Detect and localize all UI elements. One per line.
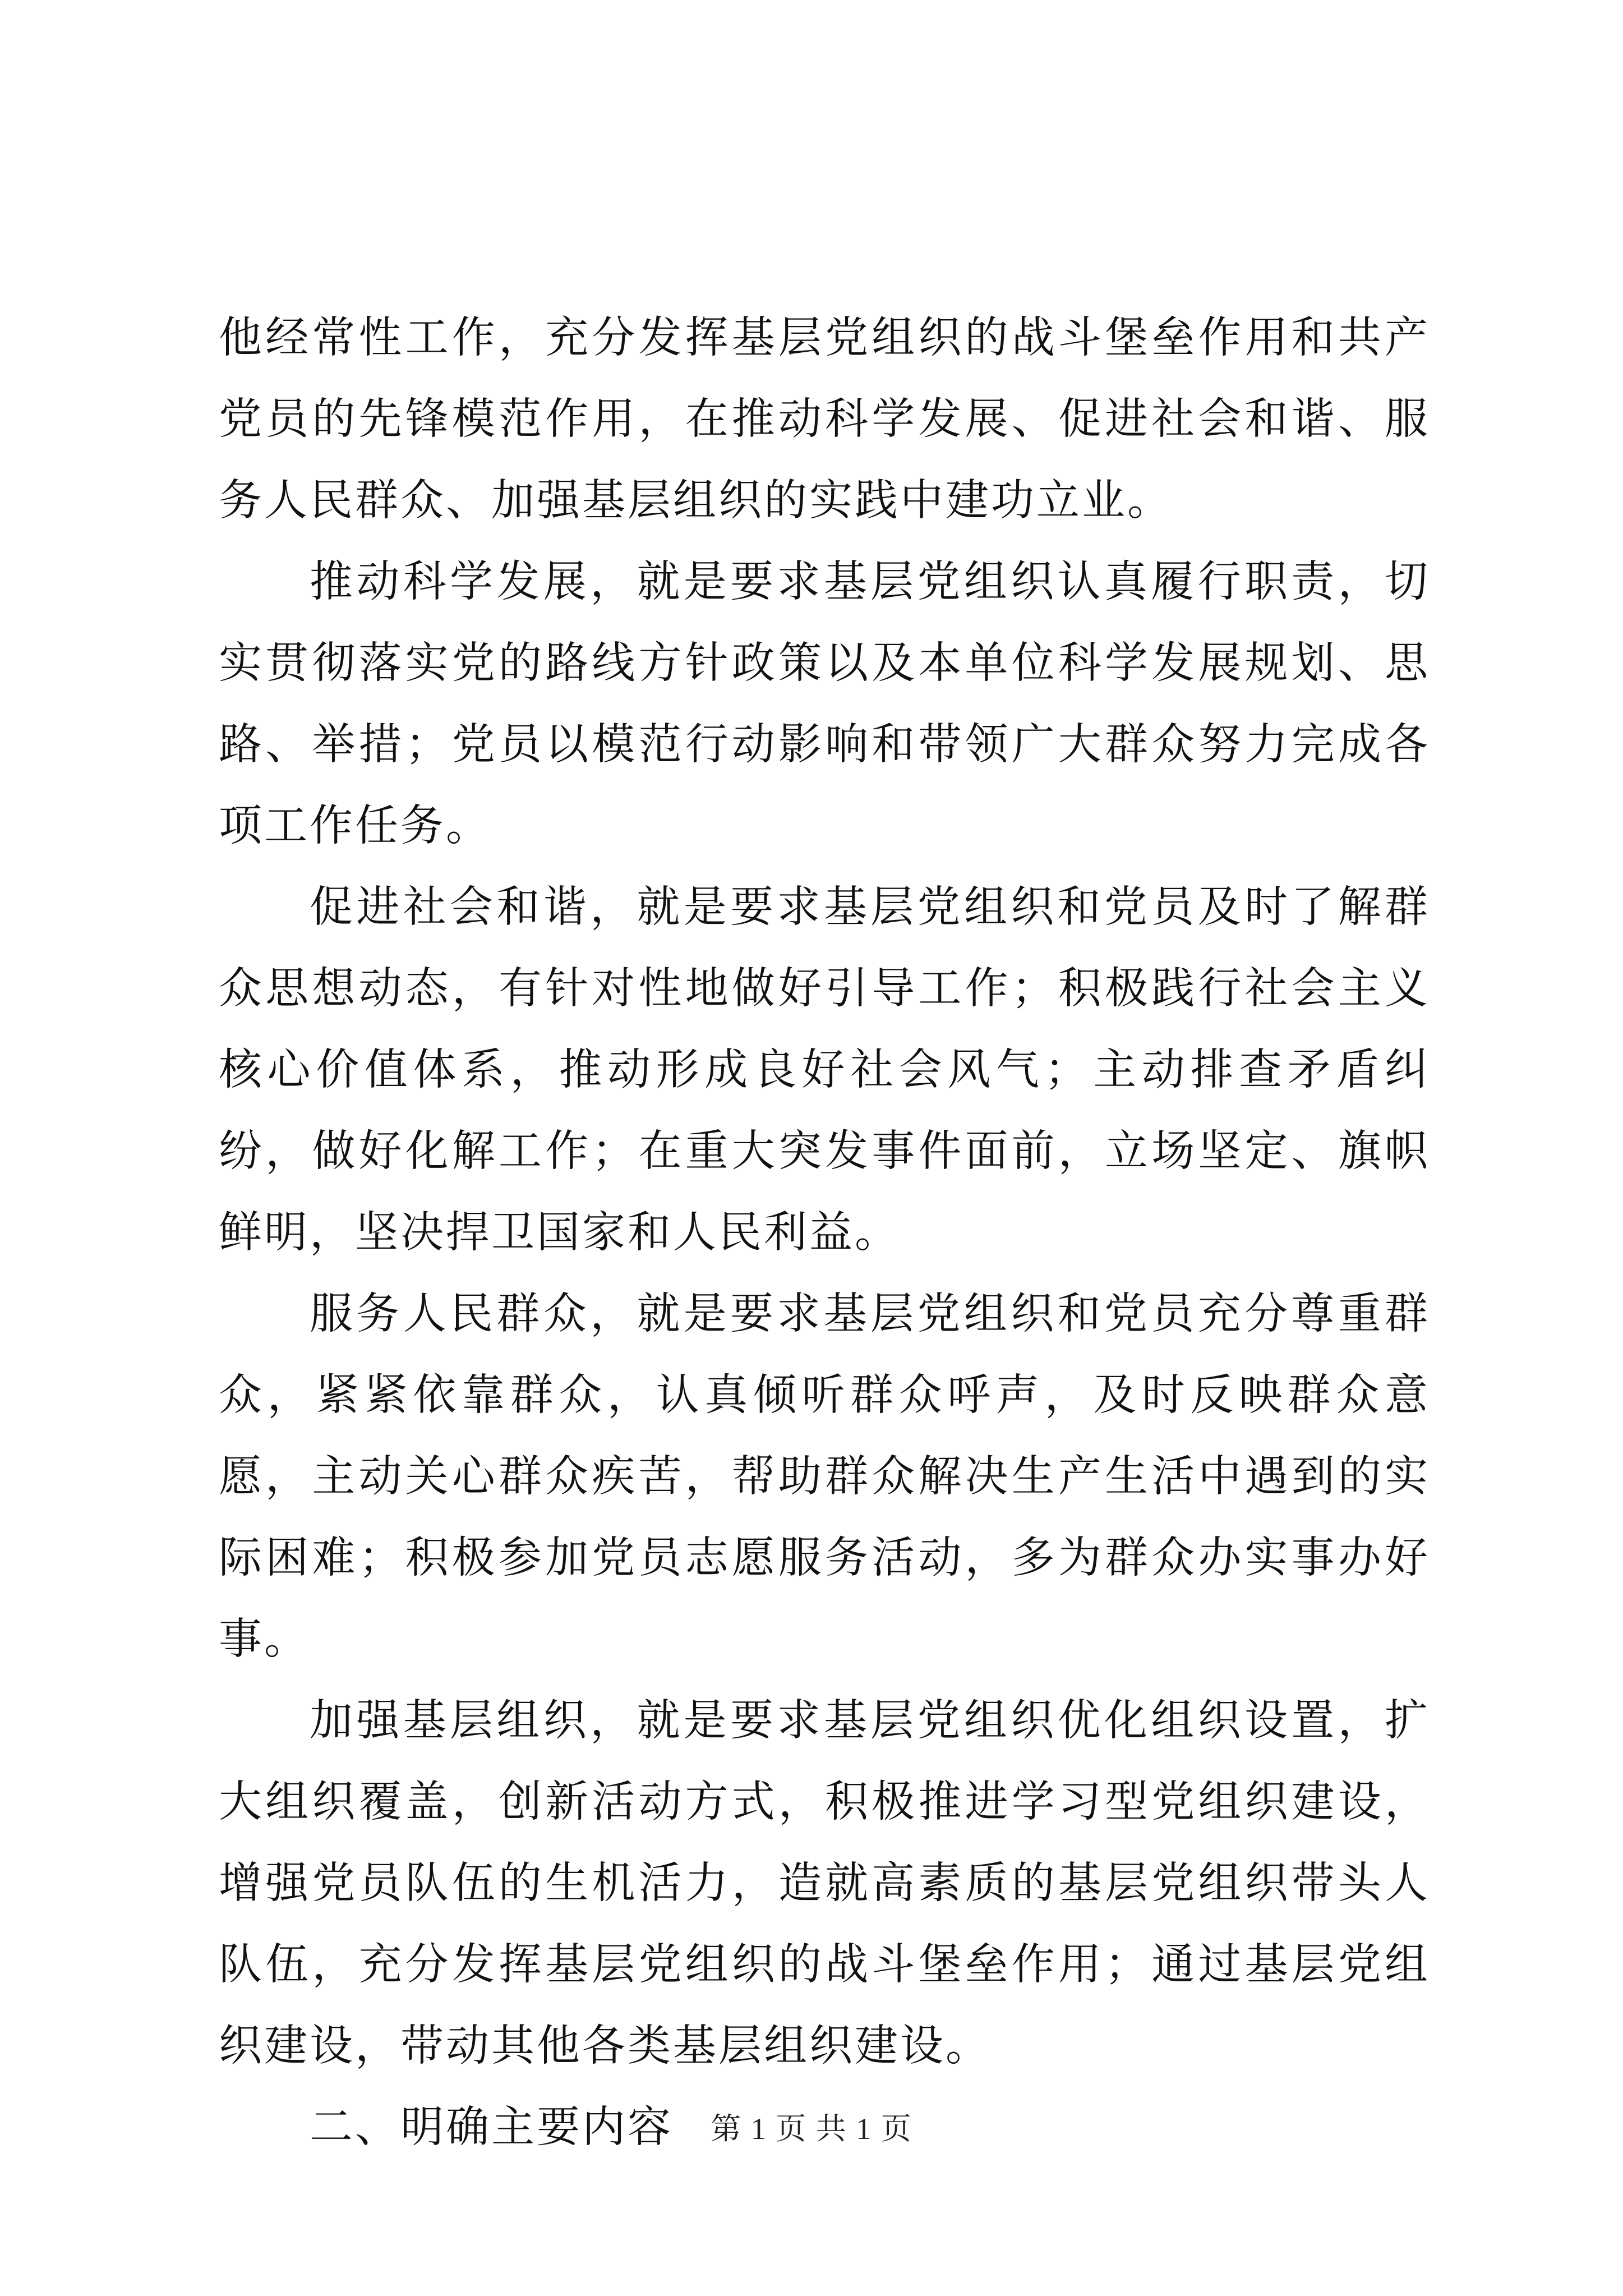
paragraph-promote-development: 推动科学发展，就是要求基层党组织认真履行职责，切实贯彻落实党的路线方针政策以及本单位科学发展规划、思路、举措；党员以模范行动影响和带领广大群众努力完成各项工作任务。 — [219, 557, 1430, 851]
paragraph-continuation: 他经常性工作，充分发挥基层党组织的战斗堡垒作用和共产党员的先锋模范作用，在推动科学发展、促进社会和谐、服务人民群众、加强基层组织的实践中建功立业。 — [219, 313, 1430, 526]
body-text — [219, 297, 1430, 2168]
paragraph-serve-people: 服务人民群众，就是要求基层党组织和党员充分尊重群众，紧紧依靠群众，认真倾听群众呼声，及时反映群众意愿，主动关心群众疾苦，帮助群众解决生产生活中遇到的实际困难；积极参加党员志愿服务活动，多为群众办实事办好事。 — [219, 1289, 1430, 1664]
paragraph-strengthen-organization: 加强基层组织，就是要求基层党组织优化组织设置，扩大组织覆盖，创新活动方式，积极推进学习型党组织建设，增强党员队伍的生机活力，造就高素质的基层党组织带头人队伍，充分发挥基层党组织的战斗堡垒作用；通过基层党组织建设，带动其他各类基层组织建设。 — [219, 1696, 1430, 2071]
paragraph-social-harmony: 促进社会和谐，就是要求基层党组织和党员及时了解群众思想动态，有针对性地做好引导工作；积极践行社会主义核心价值体系，推动形成良好社会风气；主动排查矛盾纠纷，做好化解工作；在重大突发事件面前，立场坚定、旗帜鲜明，坚决捍卫国家和人民利益。 — [219, 882, 1430, 1258]
page-footer: 第 1 页 共 1 页 — [711, 2112, 912, 2146]
section-heading: 二、明确主要内容 — [310, 2102, 673, 2152]
